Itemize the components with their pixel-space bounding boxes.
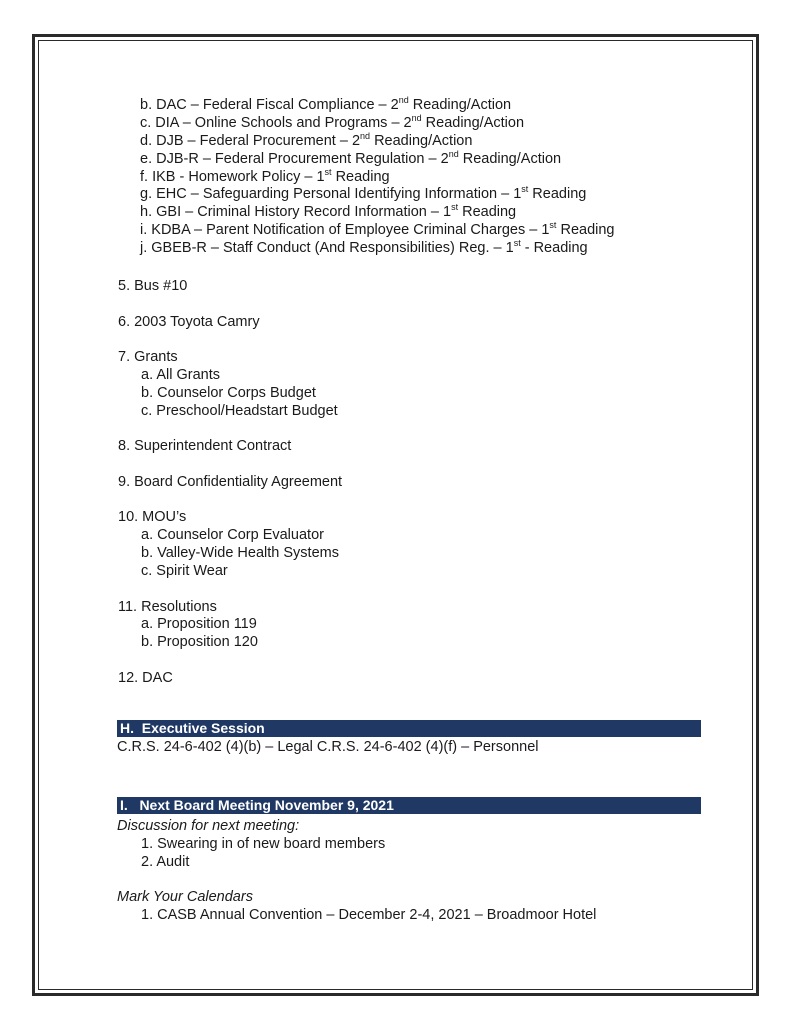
section-i-heading: I. Next Board Meeting November 9, 2021 [117, 797, 701, 814]
policy-item-dia: c. DIA – Online Schools and Programs – 2nd Reading/Action [140, 113, 525, 131]
item-superintendent: 8. Superintendent Contract [118, 438, 292, 454]
policy-item-ikb: f. IKB - Homework Policy – 1st Reading [140, 167, 390, 185]
resolutions-sub-item: b. Proposition 120 [141, 634, 258, 650]
policy-item-gbeb-r: j. GBEB-R – Staff Conduct (And Responsibilities) Reg. – 1st - Reading [140, 238, 588, 256]
mous-sub-item: a. Counselor Corp Evaluator [141, 527, 324, 543]
policy-item-dac: b. DAC – Federal Fiscal Compliance – 2nd Reading/Action [140, 95, 512, 113]
resolutions-sub-item: a. Proposition 119 [141, 616, 257, 632]
item-car: 6. 2003 Toyota Camry [118, 314, 260, 330]
item-bus: 5. Bus #10 [118, 278, 188, 294]
item-grants: 7. Grants [118, 349, 178, 365]
grants-sub-item: b. Counselor Corps Budget [141, 385, 316, 401]
item-mous: 10. MOU’s [118, 509, 187, 525]
mous-sub-item: b. Valley-Wide Health Systems [141, 545, 339, 561]
calendar-label: Mark Your Calendars [117, 889, 253, 905]
policy-item-djb-r: e. DJB-R – Federal Procurement Regulation – 2nd Reading/Action [140, 149, 562, 167]
discussion-item: 1. Swearing in of new board members [141, 836, 386, 852]
policy-item-kdba: i. KDBA – Parent Notification of Employee Criminal Charges – 1st Reading [140, 220, 615, 238]
grants-sub-item: a. All Grants [141, 367, 220, 383]
policy-item-gbi: h. GBI – Criminal History Record Information – 1st Reading [140, 202, 517, 220]
discussion-label: Discussion for next meeting: [117, 818, 300, 834]
policy-item-ehc: g. EHC – Safeguarding Personal Identifying Information – 1st Reading [140, 184, 587, 202]
item-resolutions: 11. Resolutions [118, 599, 217, 615]
calendar-item: 1. CASB Annual Convention – December 2-4, 2021 – Broadmoor Hotel [141, 907, 597, 923]
item-dac: 12. DAC [118, 670, 173, 686]
section-h-heading: H. Executive Session [117, 720, 701, 737]
item-confidentiality: 9. Board Confidentiality Agreement [118, 474, 343, 490]
executive-session-text: C.R.S. 24-6-402 (4)(b) – Legal C.R.S. 24-6-402 (4)(f) – Personnel [117, 739, 539, 755]
grants-sub-item: c. Preschool/Headstart Budget [141, 403, 338, 419]
mous-sub-item: c. Spirit Wear [141, 563, 228, 579]
policy-item-djb: d. DJB – Federal Procurement – 2nd Reading/Action [140, 131, 473, 149]
discussion-item: 2. Audit [141, 854, 190, 870]
